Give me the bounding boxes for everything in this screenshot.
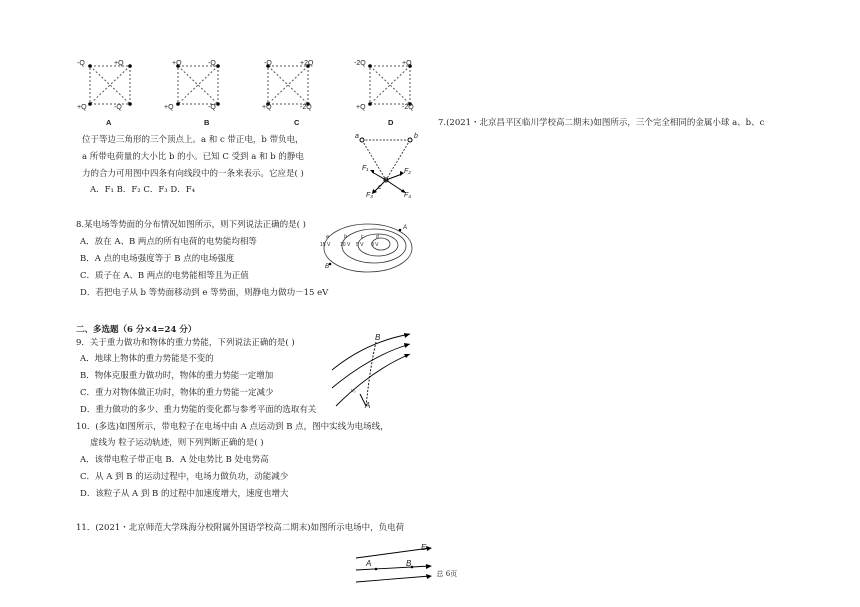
- sq-c-tl: -Q: [264, 60, 272, 67]
- eq-label-A: A: [403, 225, 408, 231]
- tri-f1: F₁: [362, 165, 369, 172]
- sq-a-tl: -Q: [77, 60, 85, 67]
- sq-a-tr: +Q: [114, 60, 124, 67]
- q10-option-ab: A．该带电粒子带正电 B．A 处电势比 B 处电势高: [80, 455, 269, 465]
- sq-a-caption: A: [106, 118, 112, 127]
- section-2-heading: 二、多选题（6 分×4=24 分）: [76, 325, 197, 335]
- q9-stem: 9．关于重力做功和物体的重力势能，下列说法正确的是( ): [76, 338, 295, 348]
- traj-label-B: B: [375, 333, 381, 342]
- tri-f4: F₄: [404, 192, 412, 199]
- sq-d-tl: -2Q: [354, 60, 366, 67]
- q10-option-d: D．该粒子从 A 到 B 的过程中加速度增大，速度也增大: [80, 489, 289, 499]
- traj-label-v0: v₀: [351, 388, 356, 394]
- eq-label-5v: 5 V: [356, 242, 364, 248]
- q7-line-2: a 所带电荷量的大小比 b 的小。已知 C 受到 a 和 b 的静电: [82, 152, 304, 162]
- sq-b-caption: B: [204, 118, 210, 127]
- tri-b: b: [414, 133, 418, 140]
- square-d: [368, 64, 412, 106]
- tri-f3: F₃: [366, 192, 374, 199]
- eq-label-b: b: [344, 234, 347, 240]
- sq-c-caption: C: [294, 118, 300, 127]
- square-b: [176, 64, 220, 106]
- sq-a-br: -Q: [114, 104, 122, 111]
- square-a: [88, 64, 132, 106]
- q9-option-d: D．重力做功的多少、重力势能的变化都与参考平面的选取有关: [80, 405, 317, 415]
- q10-stem-2: 虚线为 粒子运动轨迹，则下列判断正确的是( ): [90, 438, 264, 448]
- sq-a-bl: +Q: [77, 104, 87, 111]
- q9-option-c: C．重力对物体做正功时，物体的重力势能一定减少: [80, 388, 274, 398]
- q7-header: 7.(2021・北京昌平区临川学校高二期末)如图所示，三个完全相同的金属小球 a、b、c: [438, 118, 765, 128]
- tri-a: a: [355, 133, 359, 140]
- sq-b-br: -Q: [208, 104, 216, 111]
- sq-c-bl: +Q: [262, 104, 272, 111]
- eq-label-B: B: [325, 264, 330, 270]
- q10-option-c: C．从 A 到 B 的运动过程中，电场力做负功，动能减少: [80, 472, 289, 482]
- q7-options: A．F₁ B．F₂ C．F₃ D．F₄: [90, 185, 196, 195]
- sq-d-br: -2Q: [402, 104, 414, 111]
- q7-line-1: 位于等边三角形的三个顶点上。a 和 c 带正电，b 带负电，: [82, 135, 304, 145]
- q8-option-a: A．放在 A、B 两点的所有电荷的电势能均相等: [80, 237, 257, 247]
- sq-d-caption: D: [388, 118, 394, 127]
- q8-option-d: D．若把电子从 b 等势面移动到 e 等势面，则静电力做功－15 eV: [80, 288, 329, 298]
- sq-d-bl: +Q: [356, 104, 366, 111]
- field-trajectory-figure: [326, 330, 416, 414]
- q11-stem: 11．(2021・北京师范大学珠海分校附属外国语学校高二期末)如图所示电场中，负电荷: [76, 523, 405, 533]
- q11-label-E: E: [421, 543, 427, 552]
- q9-option-a: A．地球上物体的重力势能是不变的: [80, 354, 214, 364]
- q11-label-B: B: [406, 559, 412, 568]
- eq-label-c: c: [361, 234, 364, 240]
- tri-f2: F₂: [404, 168, 411, 175]
- sq-c-tr: +2Q: [300, 60, 314, 67]
- eq-label-d: d: [376, 234, 379, 240]
- q8-stem: 8.某电场等势面的分布情况如图所示，则下列说法正确的是( ): [76, 220, 306, 230]
- page-footer: ．．总 6页: [426, 570, 458, 578]
- eq-label-a: a: [326, 234, 329, 240]
- q10-stem: 10．(多选)如图所示，带电粒子在电场中由 A 点运动到 B 点，图中实线为电场线，: [76, 422, 389, 432]
- q9-option-b: B．物体克服重力做功时，物体的重力势能一定增加: [80, 371, 274, 381]
- sq-b-tl: +Q: [172, 60, 182, 67]
- tri-c: c: [378, 184, 382, 191]
- q7-line-3: 力的合力可用图中四条有向线段中的一条来表示。它应是( ): [82, 169, 304, 179]
- q8-option-b: B．A 点的电场强度等于 B 点的电场强度: [80, 254, 235, 264]
- sq-b-bl: +Q: [164, 104, 174, 111]
- eq-label-15v: 15 V: [320, 242, 331, 248]
- sq-b-tr: -Q: [208, 60, 216, 67]
- traj-label-A: A: [365, 401, 371, 410]
- q8-option-c: C．质子在 A、B 两点的电势能相等且为正值: [80, 271, 249, 281]
- eq-label-10v: 10 V: [340, 242, 351, 248]
- eq-label-0v: 0 V: [371, 242, 379, 248]
- q11-label-A: A: [366, 559, 372, 568]
- sq-c-br: -2Q: [300, 104, 312, 111]
- sq-d-tr: +Q: [402, 60, 412, 67]
- square-c: [266, 64, 310, 106]
